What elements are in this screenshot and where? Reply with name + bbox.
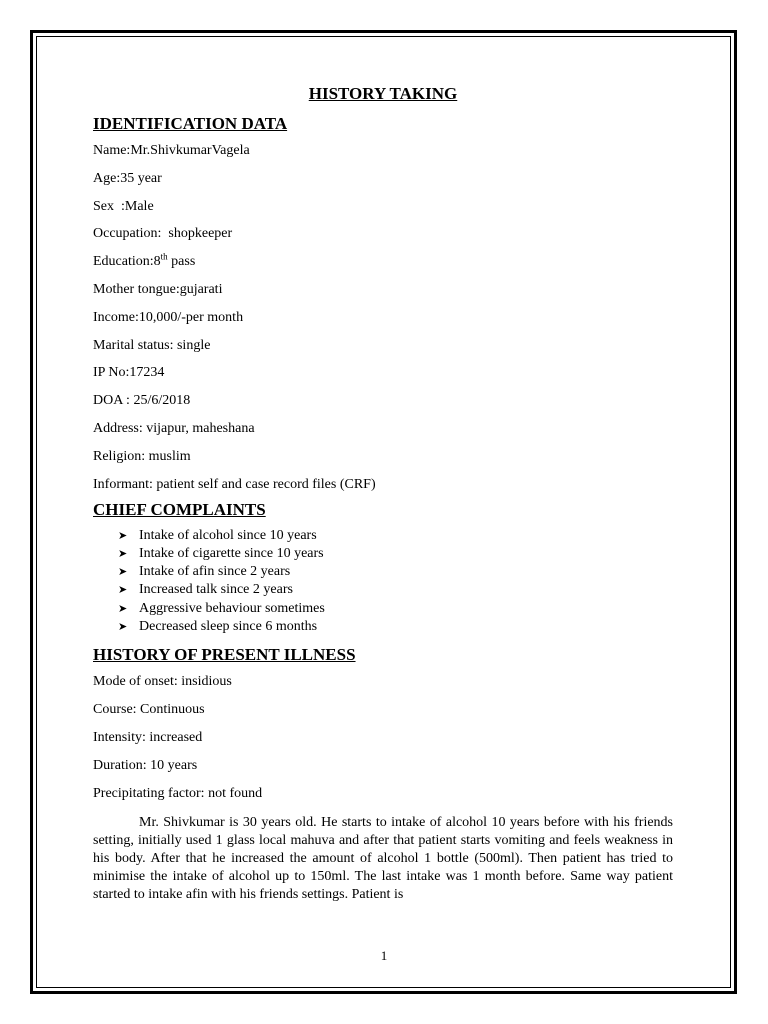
identification-fields xyxy=(93,142,673,493)
arrow-bullet-icon: ➤ xyxy=(118,566,128,579)
mother-tongue-field: Mother tongue:gujarati xyxy=(93,281,223,297)
complaint-text: Increased talk since 2 years xyxy=(139,582,293,598)
arrow-bullet-icon: ➤ xyxy=(118,584,128,597)
list-item xyxy=(118,581,673,599)
list-item xyxy=(118,527,673,545)
list-item xyxy=(118,563,673,581)
document-title: HISTORY TAKING xyxy=(308,84,458,103)
arrow-bullet-icon: ➤ xyxy=(118,602,128,615)
present-illness-heading: HISTORY OF PRESENT ILLNESS xyxy=(93,645,356,665)
education-field xyxy=(93,253,673,270)
ip-number-field: IP No:17234 xyxy=(93,365,165,381)
precipitating-factor-field: Precipitating factor: not found xyxy=(93,785,263,801)
education-prefix: Education:8 xyxy=(93,254,161,270)
occupation-field: Occupation: shopkeeper xyxy=(93,226,233,242)
education-suffix: pass xyxy=(167,254,196,270)
address-field: Address: vijapur, maheshana xyxy=(93,420,255,436)
list-item xyxy=(118,618,673,636)
page-number: 1 xyxy=(380,948,388,963)
religion-field: Religion: muslim xyxy=(93,448,191,464)
illness-narrative-paragraph: Mr. Shivkumar is 30 years old. He starts to intake of alcohol 10 years before with his friends setting, initially used 1 glass local mahuva and after that patient starts vomiting and feels weakness in his body. After that he increased the amount of alcohol 1 bottle (500ml). Then patient has tried to minimise the intake of alcohol up to 150ml. The last intake was 1 month before. Same way patient started to intake afin with his friends settings. Patient is xyxy=(93,814,673,903)
education-superscript: th xyxy=(160,251,168,262)
marital-status-field: Marital status: single xyxy=(93,337,211,353)
income-field: Income:10,000/-per month xyxy=(93,309,244,325)
intensity-field: Intensity: increased xyxy=(93,730,203,746)
name-field: Name:Mr.ShivkumarVagela xyxy=(93,143,250,158)
duration-field: Duration: 10 years xyxy=(93,758,198,774)
arrow-bullet-icon: ➤ xyxy=(118,529,128,542)
age-field: Age:35 year xyxy=(93,170,162,186)
complaint-text: Intake of afin since 2 years xyxy=(139,564,291,580)
chief-complaints-list xyxy=(118,527,673,637)
sex-field: Sex :Male xyxy=(93,198,154,214)
complaint-text: Intake of alcohol since 10 years xyxy=(139,527,317,543)
document-body xyxy=(93,84,673,904)
identification-heading: IDENTIFICATION DATA xyxy=(93,114,288,133)
informant-field: Informant: patient self and case record files (CRF) xyxy=(93,476,376,492)
mode-of-onset-field: Mode of onset: insidious xyxy=(93,674,232,690)
list-item xyxy=(118,545,673,563)
complaint-text: Decreased sleep since 6 months xyxy=(139,619,318,635)
list-item xyxy=(118,600,673,618)
doa-field: DOA : 25/6/2018 xyxy=(93,393,191,409)
arrow-bullet-icon: ➤ xyxy=(118,547,128,560)
complaint-text: Aggressive behaviour sometimes xyxy=(139,600,325,616)
present-illness-fields xyxy=(93,673,673,802)
course-field: Course: Continuous xyxy=(93,702,205,718)
complaint-text: Intake of cigarette since 10 years xyxy=(139,545,324,561)
arrow-bullet-icon: ➤ xyxy=(118,621,128,634)
chief-complaints-heading: CHIEF COMPLAINTS xyxy=(93,499,266,519)
